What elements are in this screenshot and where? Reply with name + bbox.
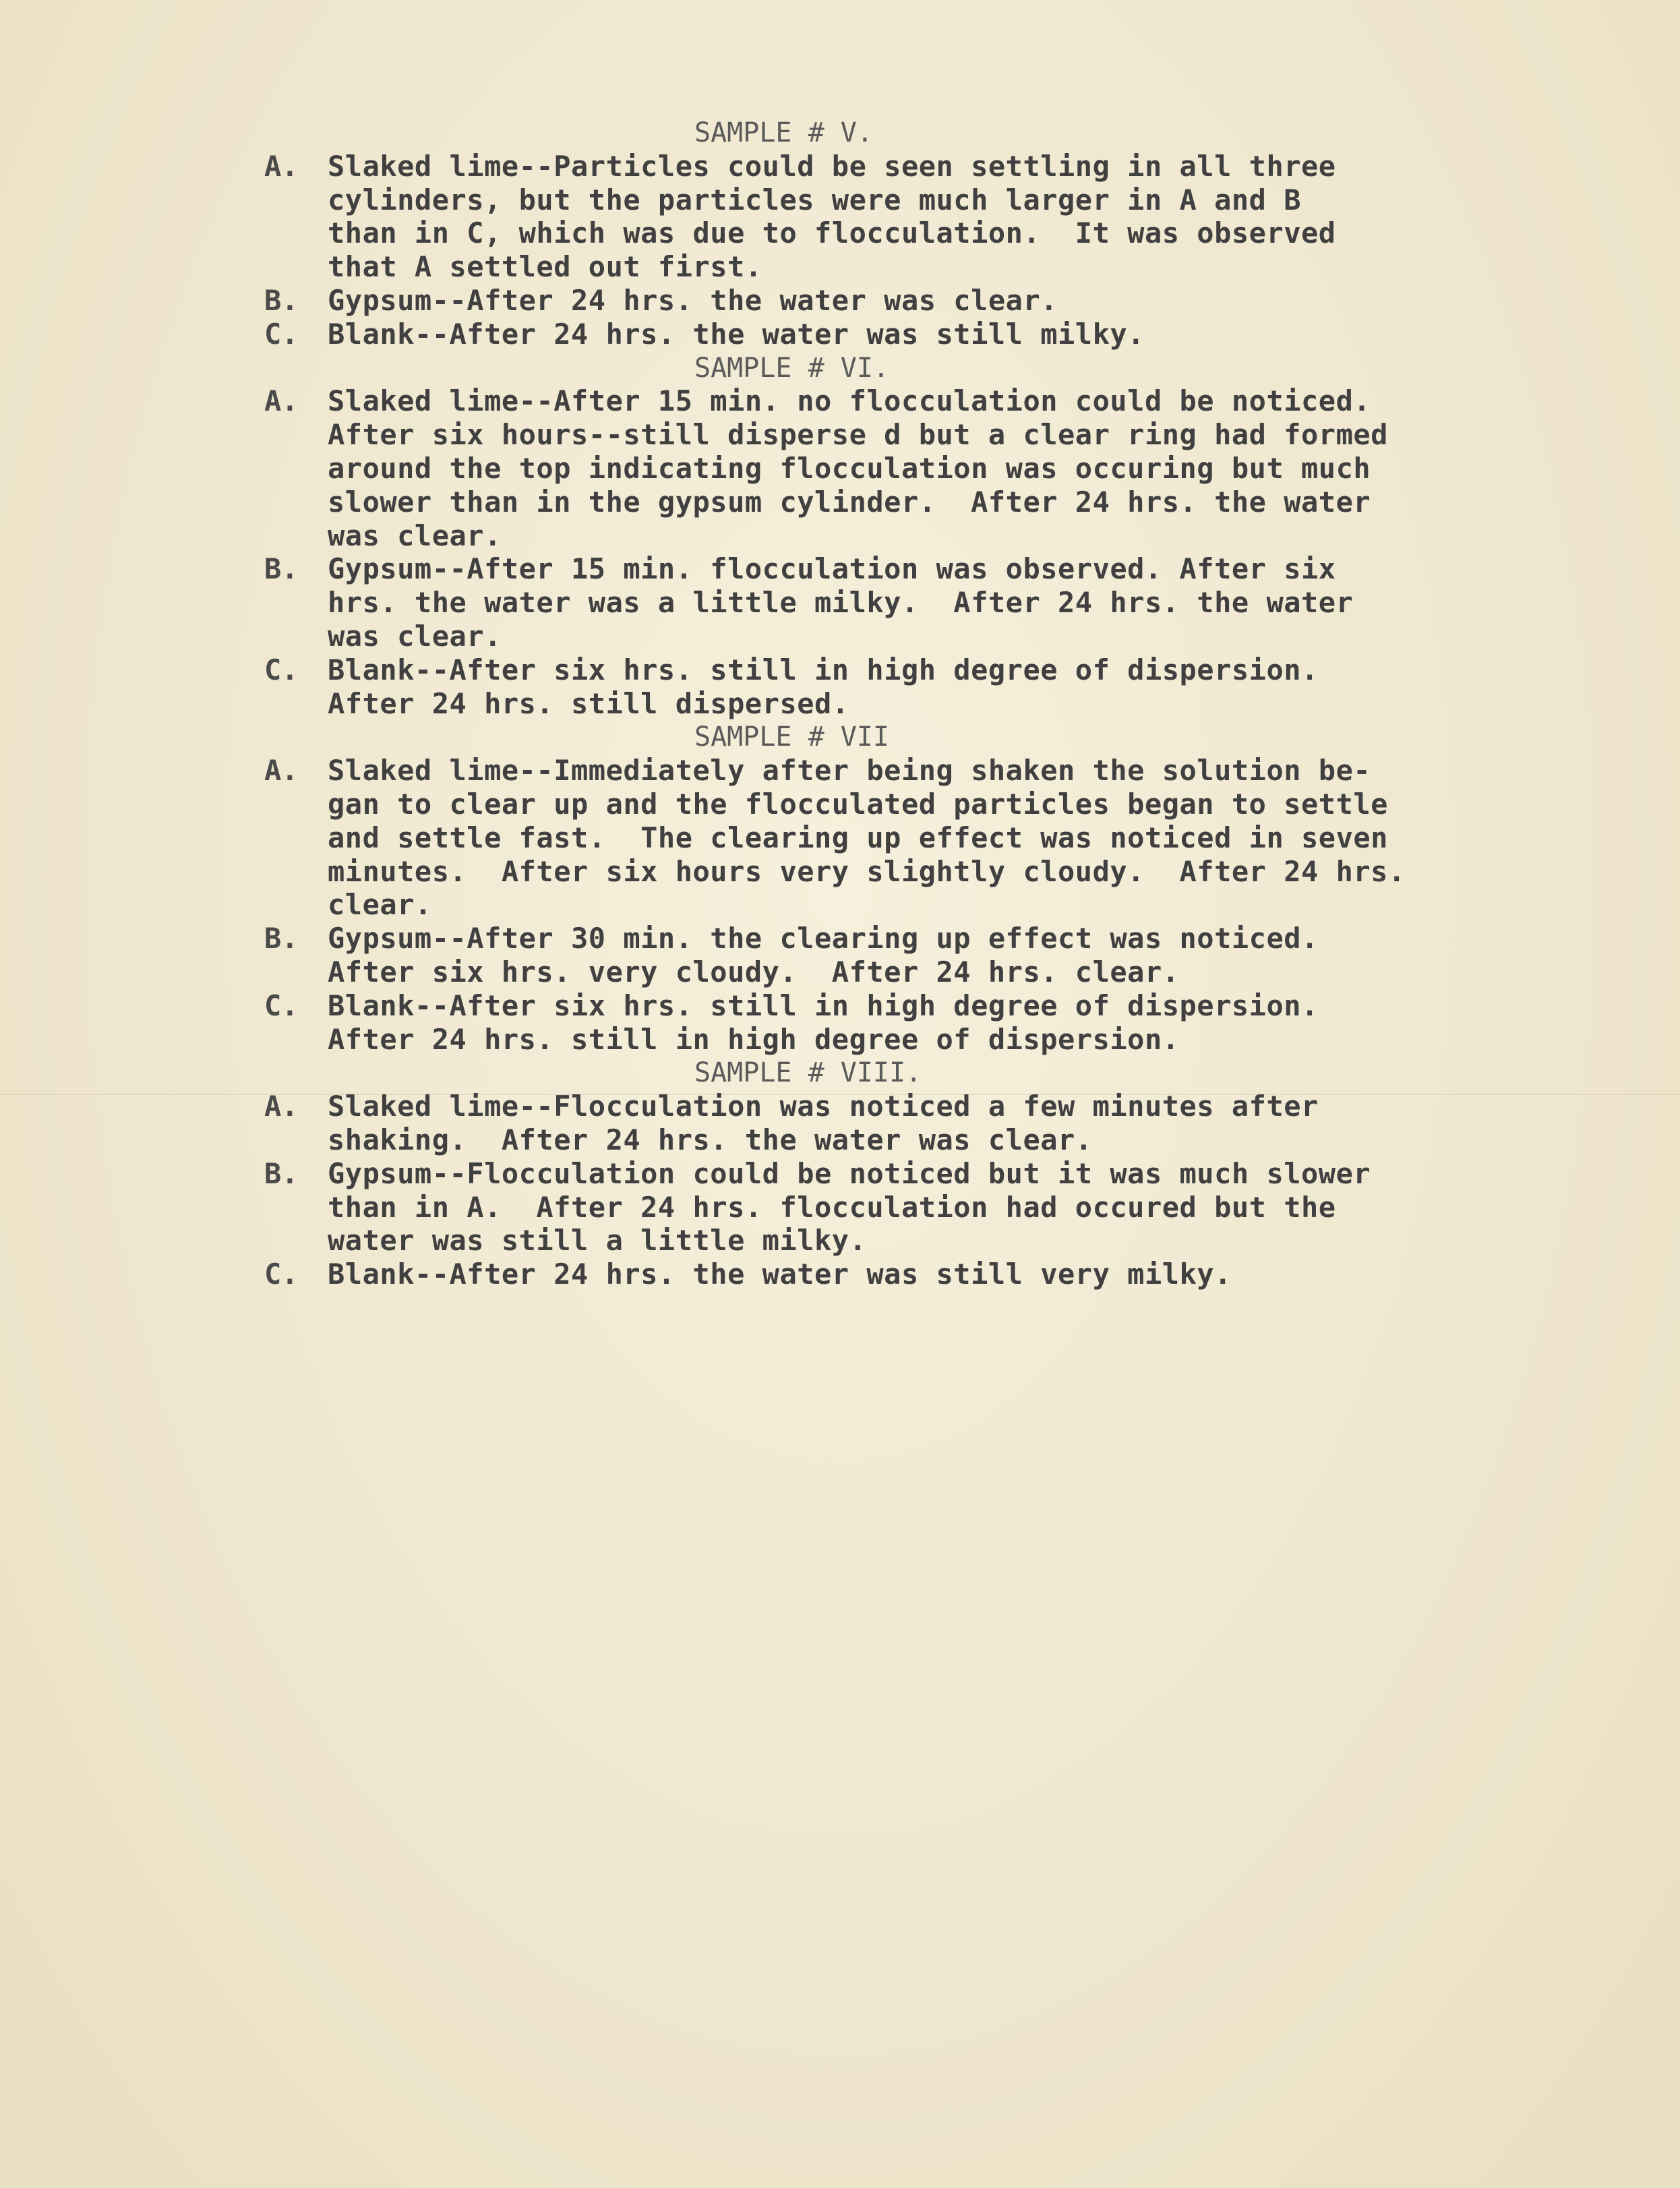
entry-text-line: Slaked lime--After 15 min. no flocculation could be noticed.: [328, 384, 1371, 418]
entry-label: C.: [264, 653, 299, 686]
section-heading: SAMPLE # V.: [694, 117, 873, 148]
entry-text-line: Blank--After six hrs. still in high degree of dispersion.: [328, 988, 1319, 1022]
entry-label: A.: [264, 754, 299, 788]
entry-label: A.: [264, 1090, 299, 1123]
entry-text-line: Gypsum--After 24 hrs. the water was clear.: [328, 284, 1058, 317]
entry-text-line: Slaked lime--Flocculation was noticed a few minutes after: [328, 1090, 1319, 1123]
entry-label: C.: [264, 1258, 299, 1291]
entry-text-line: water was still a little milky.: [328, 1224, 867, 1258]
entry-text-line: around the top indicating flocculation was occuring but much: [328, 452, 1371, 485]
entry-text-line: Blank--After six hrs. still in high degree of dispersion.: [328, 653, 1319, 686]
entry-text-line: gan to clear up and the flocculated particles began to settle: [328, 788, 1388, 821]
section-heading: SAMPLE # VII: [694, 721, 889, 753]
entry-text-line: minutes. After six hours very slightly cloudy. After 24 hrs.: [328, 854, 1406, 888]
entry-text-line: that A settled out first.: [328, 250, 762, 284]
entry-text-line: Blank--After 24 hrs. the water was still milky.: [328, 317, 1145, 351]
entry-text-line: than in A. After 24 hrs. flocculation had occured but the: [328, 1190, 1336, 1224]
entry-text-line: After six hrs. very cloudy. After 24 hrs. clear.: [328, 955, 1180, 988]
entry-text-line: was clear.: [328, 620, 502, 653]
entry-text-line: Gypsum--After 15 min. flocculation was observed. After six: [328, 552, 1336, 586]
entry-text-line: Slaked lime--Particles could be seen settling in all three: [328, 149, 1336, 183]
section-heading: SAMPLE # VIII.: [694, 1057, 922, 1089]
entry-text-line: Gypsum--After 30 min. the clearing up effect was noticed.: [328, 922, 1319, 955]
entry-text-line: was clear.: [328, 519, 502, 552]
entry-text-line: slower than in the gypsum cylinder. After 24 hrs. the water: [328, 485, 1371, 519]
entry-text-line: than in C, which was due to flocculation. It was observed: [328, 216, 1336, 250]
entry-label: B.: [264, 922, 299, 955]
entry-label: B.: [264, 552, 299, 586]
entry-text-line: After 24 hrs. still in high degree of dispersion.: [328, 1022, 1180, 1056]
entry-label: C.: [264, 317, 299, 351]
entry-text-line: and settle fast. The clearing up effect was noticed in seven: [328, 821, 1388, 854]
entry-text-line: Slaked lime--Immediately after being shaken the solution be-: [328, 754, 1371, 788]
entry-text-line: clear.: [328, 888, 432, 922]
entry-text-line: Blank--After 24 hrs. the water was still very milky.: [328, 1258, 1232, 1291]
entry-label: C.: [264, 988, 299, 1022]
section-heading: SAMPLE # VI.: [694, 352, 889, 384]
entry-label: B.: [264, 284, 299, 317]
entry-text-line: Gypsum--Flocculation could be noticed but it was much slower: [328, 1156, 1371, 1190]
entry-text-line: cylinders, but the particles were much larger in A and B: [328, 183, 1302, 216]
entry-label: A.: [264, 384, 299, 418]
entry-text-line: shaking. After 24 hrs. the water was clear.: [328, 1123, 1093, 1156]
entry-label: A.: [264, 149, 299, 183]
entry-text-line: hrs. the water was a little milky. After 24 hrs. the water: [328, 586, 1354, 620]
entry-text-line: After six hours--still disperse d but a clear ring had formed: [328, 418, 1388, 452]
entry-label: B.: [264, 1156, 299, 1190]
entry-text-line: After 24 hrs. still dispersed.: [328, 686, 849, 720]
